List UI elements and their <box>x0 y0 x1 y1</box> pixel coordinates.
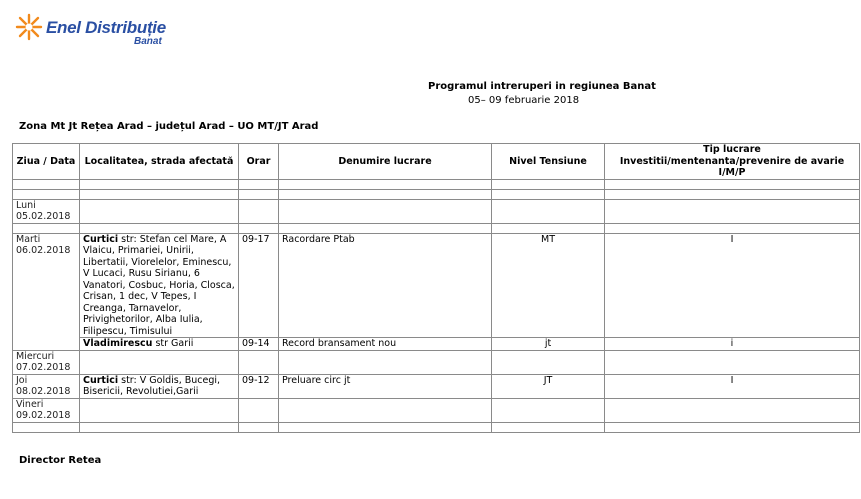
locality-streets: str: Stefan cel Mare, A Vlaicu, Primariei, Unirii, Libertatii, Viorelelor, Eminescu, V Lucaci, Rusu Sirianu, 6 Vanatori, Cosbuc, Horia, Closca, Crisan, 1 dec, V Tepes, I Creanga, Tarnavelor, Privighetorilor, Alba Iulia, Filipescu, Timisului <box>83 233 235 337</box>
voltage-cell: jt <box>492 338 605 351</box>
table-row <box>13 422 860 432</box>
col-header-day: Ziua / Data <box>13 144 80 180</box>
table-row <box>13 338 860 351</box>
table-row <box>13 189 860 199</box>
type-cell: i <box>605 338 860 351</box>
locality-name: Curtici <box>83 233 119 245</box>
director-signature-label: Director Retea <box>19 455 102 466</box>
type-cell: I <box>605 233 860 338</box>
table-row <box>13 350 860 374</box>
col-header-time: Orar <box>239 144 279 180</box>
table-row <box>13 199 860 223</box>
logo-region-text: Banat <box>134 36 162 47</box>
voltage-cell: MT <box>492 233 605 338</box>
document-title: Programul intreruperi in regiunea Banat <box>428 81 656 92</box>
logo-brand-text: Enel Distribuție <box>46 18 166 37</box>
col-header-work: Denumire lucrare <box>279 144 492 180</box>
schedule-table <box>12 143 860 433</box>
table-header-row <box>13 144 860 180</box>
enel-sun-icon <box>14 12 44 42</box>
col-header-type-line1: Tip lucrare <box>703 144 761 155</box>
col-header-locality: Localitatea, strada afectată <box>80 144 239 180</box>
work-cell: Preluare circ jt <box>279 374 492 398</box>
table-row <box>13 179 860 189</box>
work-cell: Racordare Ptab <box>279 233 492 338</box>
col-header-voltage: Nivel Tensiune <box>492 144 605 180</box>
enel-logo <box>14 12 184 50</box>
col-header-type-line3: I/M/P <box>718 167 746 178</box>
type-cell: I <box>605 374 860 398</box>
work-cell: Record bransament nou <box>279 338 492 351</box>
time-cell: 09-14 <box>239 338 279 351</box>
table-row <box>13 223 860 233</box>
day-monday: Luni 05.02.2018 <box>13 199 80 223</box>
locality-streets: str Garii <box>152 338 194 349</box>
locality-cell <box>80 233 239 338</box>
locality-cell <box>80 374 239 398</box>
time-cell: 09-17 <box>239 233 279 338</box>
table-row <box>13 398 860 422</box>
voltage-cell: JT <box>492 374 605 398</box>
day-wednesday: Miercuri 07.02.2018 <box>13 350 80 374</box>
col-header-type-line2: Investitii/mentenanta/prevenire de avarie <box>619 155 845 167</box>
day-friday: Vineri 09.02.2018 <box>13 398 80 422</box>
locality-name: Vladimirescu <box>83 338 153 349</box>
locality-streets: str: V Goldis, Bucegi, Bisericii, Revolutiei,Garii <box>83 374 221 397</box>
day-tuesday: Marti 06.02.2018 <box>13 233 80 350</box>
table-row <box>13 233 860 338</box>
locality-name: Curtici <box>83 374 119 386</box>
table-row <box>13 374 860 398</box>
col-header-type <box>605 144 860 180</box>
time-cell: 09-12 <box>239 374 279 398</box>
locality-cell <box>80 338 239 351</box>
day-thursday: Joi 08.02.2018 <box>13 374 80 398</box>
zone-heading: Zona Mt Jt Rețea Arad – județul Arad – UO MT/JT Arad <box>19 121 319 132</box>
document-dates: 05– 09 februarie 2018 <box>468 95 580 106</box>
